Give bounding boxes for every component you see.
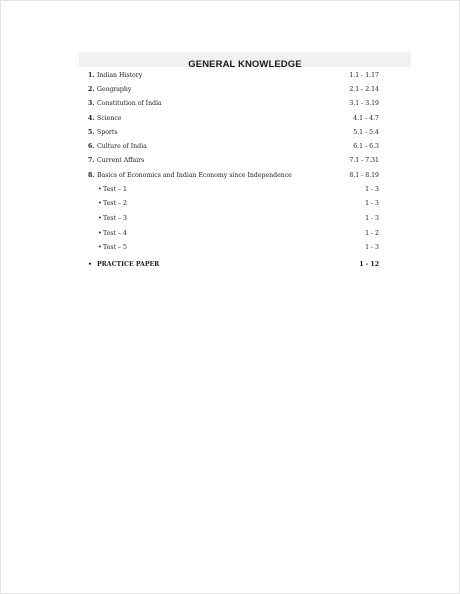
test-pages: 1 - 3 [365,215,379,222]
test-title: Test – 1 [103,186,127,193]
chapter-title: Culture of India [97,143,147,150]
chapter-number: 5. [88,129,95,136]
test-title: Test – 3 [103,215,127,222]
bullet: • [98,186,102,193]
bullet: • [98,230,102,237]
bullet: • [98,200,102,207]
chapter-pages: 8.1 - 8.19 [349,172,379,179]
toc-row-test-5 [1,243,460,253]
toc-row-test-3 [1,214,460,224]
test-pages: 1 - 3 [365,244,379,251]
section-title-bar [79,52,411,70]
chapter-title: Constitution of India [97,100,162,107]
toc-row-test-1 [1,185,460,195]
chapter-title: Indian History [97,72,143,79]
toc-row-practice-paper [1,260,460,270]
test-pages: 1 - 3 [365,186,379,193]
test-title: Test – 2 [103,200,127,207]
toc-row-economics [1,171,460,181]
chapter-pages: 4.1 - 4.7 [353,115,379,122]
chapter-number: 3. [88,100,95,107]
bullet: • [98,215,102,222]
chapter-title: Geography [97,86,132,93]
chapter-pages: 2.1 - 2.14 [349,86,379,93]
toc-row-culture-of-india [1,142,460,152]
bullet: • [98,244,102,251]
toc-row-test-4 [1,229,460,239]
toc-row-science [1,114,460,124]
chapter-title: Sports [97,129,118,136]
toc-row-geography [1,85,460,95]
chapter-title: Current Affairs [97,157,145,164]
chapter-pages: 1.1 - 1.17 [349,72,379,79]
toc-row-current-affairs [1,156,460,166]
test-pages: 1 - 2 [365,230,379,237]
chapter-number: 7. [88,157,95,164]
chapter-title: Science [97,115,122,122]
toc-row-constitution-of-india [1,99,460,109]
practice-paper-pages: 1 - 12 [359,261,379,268]
bullet: • [88,261,92,268]
toc-row-sports [1,128,460,138]
test-pages: 1 - 3 [365,200,379,207]
chapter-number: 8. [88,172,95,179]
test-title: Test – 4 [103,230,127,237]
practice-paper-title: PRACTICE PAPER [97,261,160,268]
chapter-number: 2. [88,86,95,93]
chapter-pages: 3.1 - 3.19 [349,100,379,107]
chapter-number: 1. [88,72,95,79]
chapter-pages: 7.1 - 7.31 [349,157,379,164]
chapter-number: 4. [88,115,95,122]
chapter-pages: 5.1 - 5.4 [353,129,379,136]
chapter-number: 6. [88,143,95,150]
test-title: Test – 5 [103,244,127,251]
toc-row-indian-history [1,71,460,81]
section-title: GENERAL KNOWLEDGE [188,59,302,70]
chapter-pages: 6.1 - 6.3 [353,143,379,150]
chapter-title: Basics of Economics and Indian Economy since Independence [97,172,292,179]
toc-row-test-2 [1,199,460,209]
